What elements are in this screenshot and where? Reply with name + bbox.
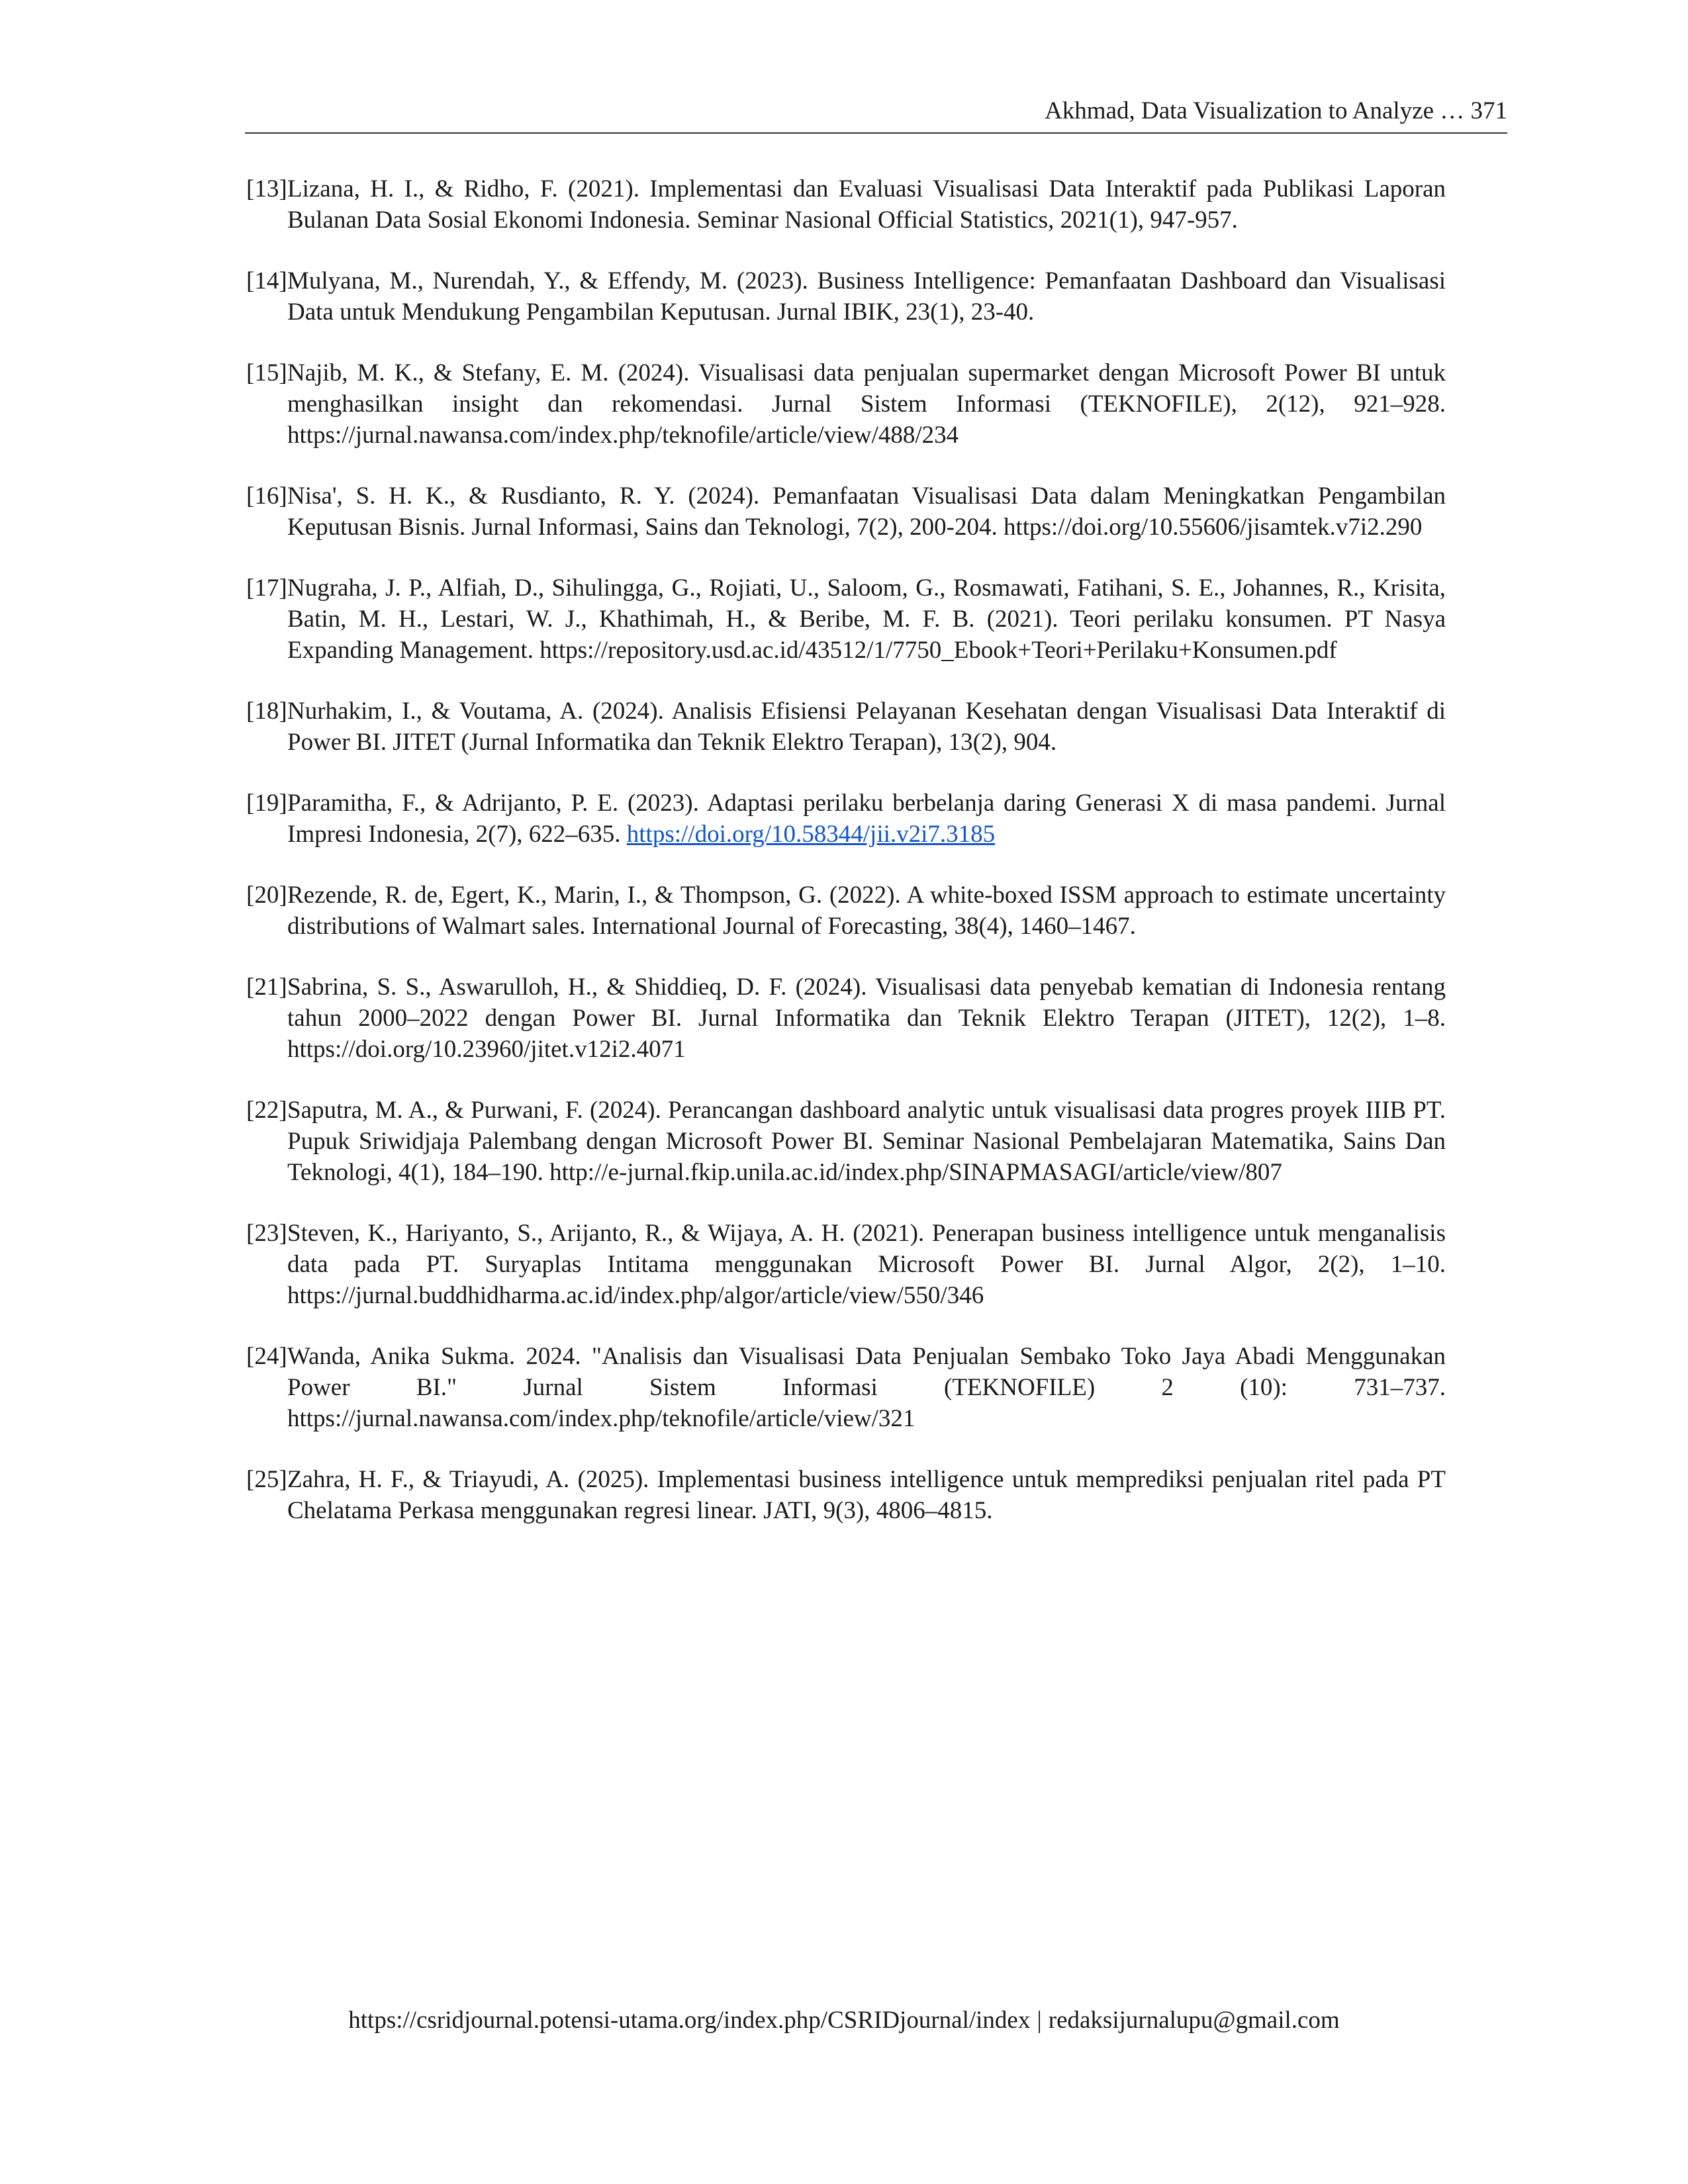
reference-text: Saputra, M. A., & Purwani, F. (2024). Perancangan dashboard analytic untuk visualisasi data progres proyek IIIB PT. Pupuk Sriwidjaja Palembang dengan Microsoft Power BI. Seminar Nasional Pembelajaran Matematika, Sains Dan Teknologi, 4(1), 184–190. http://e-jurnal.fkip.unila.ac.id/index.php/SINAPMASAGI/article/view/807: [287, 1097, 1446, 1186]
reference-body: [287, 359, 1446, 449]
reference-doi-link[interactable]: https://doi.org/10.58344/jii.v2i7.3185: [626, 821, 996, 848]
reference-number: [18]: [246, 698, 287, 725]
reference-text: Najib, M. K., & Stefany, E. M. (2024). Visualisasi data penjualan supermarket dengan Microsoft Power BI untuk menghasilkan insight dan rekomendasi. Jurnal Sistem Informasi (TEKNOFILE), 2(12), 921–928. https://jurnal.nawansa.com/index.php/teknofile/article/view/488/234: [287, 359, 1446, 449]
reference-body: [287, 574, 1446, 664]
reference-entry: [246, 696, 1507, 758]
reference-text: Rezende, R. de, Egert, K., Marin, I., & Thompson, G. (2022). A white-boxed ISSM approach to estimate uncertainty distributions of Walmart sales. International Journal of Forecasting, 38(4), 1460–1467.: [287, 882, 1446, 940]
reference-body: [287, 1220, 1446, 1309]
reference-text: Zahra, H. F., & Triayudi, A. (2025). Implementasi business intelligence untuk memprediksi penjualan ritel pada PT Chelatama Perkasa menggunakan regresi linear. JATI, 9(3), 4806–4815.: [287, 1466, 1446, 1524]
reference-number: [22]: [246, 1097, 287, 1124]
reference-body: [287, 1097, 1446, 1186]
reference-body: [287, 1466, 1446, 1524]
reference-number: [20]: [246, 882, 287, 909]
reference-list: [246, 173, 1507, 1556]
reference-entry: [246, 788, 1507, 850]
reference-text: Sabrina, S. S., Aswarulloh, H., & Shiddieq, D. F. (2024). Visualisasi data penyebab kematian di Indonesia rentang tahun 2000–2022 dengan Power BI. Jurnal Informatika dan Teknik Elektro Terapan (JITET), 12(2), 1–8. https://doi.org/10.23960/jitet.v12i2.4071: [287, 974, 1446, 1063]
reference-body: [287, 267, 1446, 326]
reference-entry: [246, 265, 1507, 328]
reference-number: [21]: [246, 974, 287, 1001]
reference-number: [14]: [246, 267, 287, 295]
footer-separator: |: [1037, 2007, 1042, 2034]
reference-number: [19]: [246, 790, 287, 817]
reference-number: [25]: [246, 1466, 287, 1493]
reference-number: [23]: [246, 1220, 287, 1247]
reference-text: Mulyana, M., Nurendah, Y., & Effendy, M. (2023). Business Intelligence: Pemanfaatan Dashboard dan Visualisasi Data untuk Mendukung Pengambilan Keputusan. Jurnal IBIK, 23(1), 23-40.: [287, 267, 1446, 326]
reference-body: [287, 482, 1446, 541]
footer-email[interactable]: redaksijurnalupu@gmail.com: [1048, 2007, 1340, 2034]
reference-number: [24]: [246, 1343, 287, 1370]
reference-number: [16]: [246, 482, 287, 510]
page-header: [245, 94, 1507, 134]
page-footer: [0, 2005, 1688, 2036]
reference-text: Wanda, Anika Sukma. 2024. "Analisis dan Visualisasi Data Penjualan Sembako Toko Jaya Abadi Menggunakan Power BI." Jurnal Sistem Informasi (TEKNOFILE) 2 (10): 731–737. https://jurnal.nawansa.com/index.php/teknofile/article/view/321: [287, 1343, 1446, 1432]
reference-entry: [246, 1464, 1507, 1526]
reference-number: [15]: [246, 359, 287, 387]
footer-journal-url[interactable]: https://csridjournal.potensi-utama.org/index.php/CSRIDjournal/index: [348, 2007, 1031, 2034]
running-head: Akhmad, Data Visualization to Analyze … 371: [1045, 97, 1507, 124]
reference-entry: [246, 173, 1507, 236]
reference-number: [13]: [246, 175, 287, 203]
reference-body: [287, 882, 1446, 940]
reference-entry: [246, 972, 1507, 1065]
reference-body: [287, 974, 1446, 1063]
reference-text: Lizana, H. I., & Ridho, F. (2021). Implementasi dan Evaluasi Visualisasi Data Interaktif pada Publikasi Laporan Bulanan Data Sosial Ekonomi Indonesia. Seminar Nasional Official Statistics, 2021(1), 947-957.: [287, 175, 1446, 234]
reference-entry: [246, 1095, 1507, 1188]
reference-entry: [246, 357, 1507, 451]
reference-entry: [246, 880, 1507, 942]
reference-entry: [246, 480, 1507, 543]
reference-text: Nugraha, J. P., Alfiah, D., Sihulingga, G., Rojiati, U., Saloom, G., Rosmawati, Fatihani, S. E., Johannes, R., Krisita, Batin, M. H., Lestari, W. J., Khathimah, H., & Beribe, M. F. B. (2021). Teori perilaku konsumen. PT Nasya Expanding Management. https://repository.usd.ac.id/43512/1/7750_Ebook+Teori+Perilaku+Konsumen.pdf: [287, 574, 1446, 664]
reference-text: Paramitha, F., & Adrijanto, P. E. (2023). Adaptasi perilaku berbelanja daring Generasi X di masa pandemi. Jurnal Impresi Indonesia, 2(7), 622–635.: [287, 790, 1446, 848]
reference-body: [287, 175, 1446, 234]
reference-entry: [246, 1218, 1507, 1311]
reference-body: [287, 1343, 1446, 1432]
reference-text: Nisa', S. H. K., & Rusdianto, R. Y. (2024). Pemanfaatan Visualisasi Data dalam Meningkatkan Pengambilan Keputusan Bisnis. Jurnal Informasi, Sains dan Teknologi, 7(2), 200-204. https://doi.org/10.55606/jisamtek.v7i2.290: [287, 482, 1446, 541]
reference-entry: [246, 572, 1507, 666]
reference-body: [287, 698, 1446, 756]
reference-entry: [246, 1341, 1507, 1434]
reference-body: [287, 790, 1446, 848]
reference-number: [17]: [246, 574, 287, 602]
reference-text: Steven, K., Hariyanto, S., Arijanto, R., & Wijaya, A. H. (2021). Penerapan business intelligence untuk menganalisis data pada PT. Suryaplas Intitama menggunakan Microsoft Power BI. Jurnal Algor, 2(2), 1–10. https://jurnal.buddhidharma.ac.id/index.php/algor/article/view/550/346: [287, 1220, 1446, 1309]
reference-text: Nurhakim, I., & Voutama, A. (2024). Analisis Efisiensi Pelayanan Kesehatan dengan Visualisasi Data Interaktif di Power BI. JITET (Jurnal Informatika dan Teknik Elektro Terapan), 13(2), 904.: [287, 698, 1446, 756]
